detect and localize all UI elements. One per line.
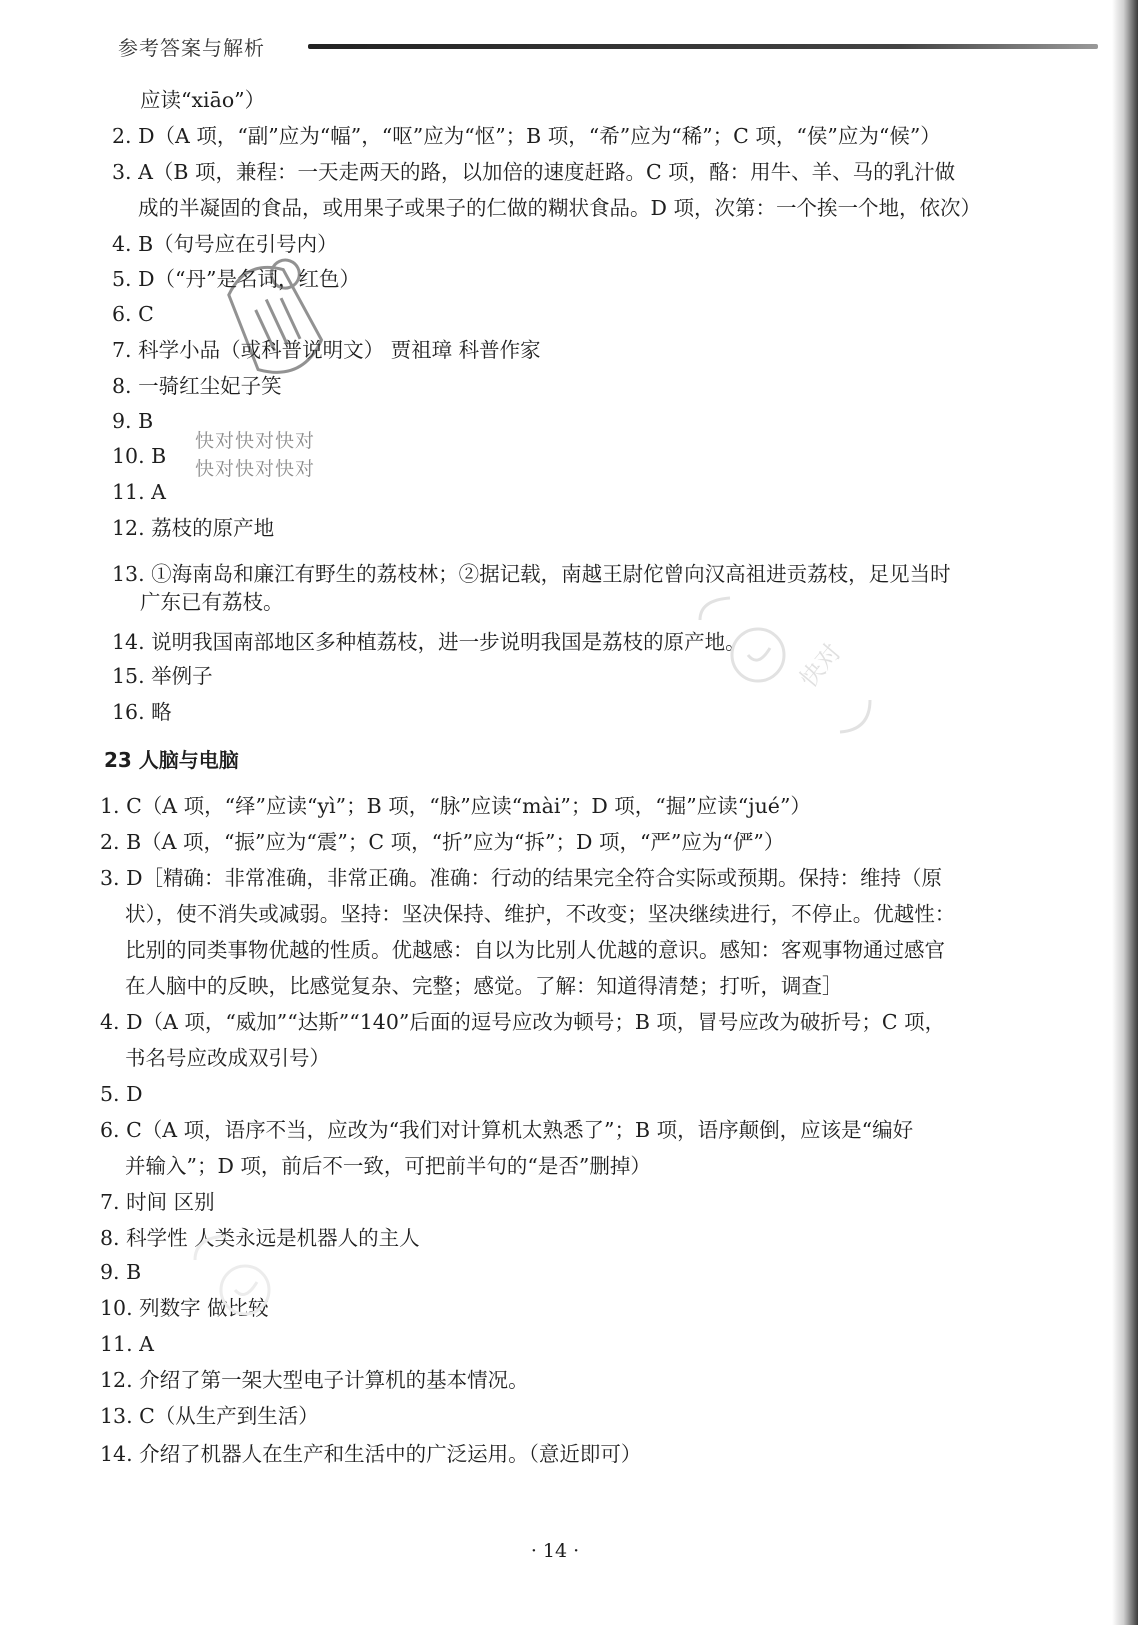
watermark-faint-icon: [185, 1230, 305, 1340]
answer-line: 6. C（A 项，语序不当，应改为“我们对计算机太熟悉了”；B 项，语序颠倒，应该是“编好: [100, 1118, 914, 1142]
answer-line: 13. C（从生产到生活）: [100, 1404, 319, 1428]
answer-line: 7. 科学小品（或科普说明文） 贾祖璋 科普作家: [112, 338, 541, 362]
answer-line: 9. B: [100, 1260, 142, 1284]
answer-line: 状），使不消失或减弱。坚持：坚决保持、维护，不改变；坚决继续进行，不停止。优越性：: [125, 902, 956, 926]
answer-line: 并输入”；D 项，前后不一致，可把前半句的“是否”删掉）: [125, 1154, 651, 1178]
section-heading: 23 人脑与电脑: [104, 748, 239, 772]
watermark-logo-text: 快对: [794, 638, 847, 693]
header-title: 参考答案与解析: [118, 36, 265, 60]
page-number: · 14 ·: [530, 1540, 580, 1562]
watermark-text: 快对快对快对: [195, 430, 316, 452]
answer-line: 13. ①海南岛和廉江有野生的荔枝林；②据记载，南越王尉佗曾向汉高祖进贡荔枝，足见当时: [112, 562, 951, 586]
answer-line: 比别的同类事物优越的性质。优越感：自以为比别人优越的意识。感知：客观事物通过感官: [125, 938, 945, 962]
answer-line: 8. 一骑红尘妃子笑: [112, 374, 282, 398]
answer-line: 14. 介绍了机器人在生产和生活中的广泛运用。（意近即可）: [100, 1442, 642, 1466]
answer-line: 3. A（B 项，兼程：一天走两天的路，以加倍的速度赶路。C 项，酪：用牛、羊、马的乳汁做: [112, 160, 956, 184]
answer-line: 4. D（A 项，“威加”“达斯”“140”后面的逗号应改为顿号；B 项，冒号应改为破折号；C 项，: [100, 1010, 946, 1034]
answer-line: 15. 举例子: [112, 664, 213, 688]
answer-line: 2. D（A 项，“副”应为“幅”，“呕”应为“怄”；B 项，“希”应为“稀”；C 项，“侯”应为“候”）: [112, 124, 941, 148]
answer-line: 4. B（句号应在引号内）: [112, 232, 338, 256]
answer-line: 12. 介绍了第一架大型电子计算机的基本情况。: [100, 1368, 529, 1392]
answer-line: 2. B（A 项，“振”应为“震”；C 项，“折”应为“拆”；D 项，“严”应为“俨”）: [100, 830, 785, 854]
answer-line: 在人脑中的反映，比感觉复杂、完整；感觉。了解：知道得清楚；打听，调查］: [125, 974, 843, 998]
answer-line: 9. B: [112, 409, 154, 433]
watermark-text: 快对快对快对: [195, 458, 316, 480]
answer-line: 11. A: [112, 480, 166, 504]
answer-line: 10. B: [112, 444, 167, 468]
answer-line: 5. D（“丹”是名词，红色）: [112, 267, 360, 291]
answer-line: 14. 说明我国南部地区多种植荔枝，进一步说明我国是荔枝的原产地。: [112, 630, 746, 654]
answer-line: 12. 荔枝的原产地: [112, 516, 275, 540]
answer-line: 11. A: [100, 1332, 154, 1356]
answer-line: 应读“xiāo”）: [140, 88, 266, 112]
answer-line: 1. C（A 项，“绎”应读“yì”；B 项，“脉”应读“mài”；D 项，“掘”应读“jué”）: [100, 794, 811, 818]
answer-line: 3. D［精确：非常准确，非常正确。准确：行动的结果完全符合实际或预期。保持：维持（原: [100, 866, 943, 890]
answer-line: 成的半凝固的食品，或用果子或果子的仁做的糊状食品。D 项，次第：一个挨一个地，依次）: [138, 196, 981, 220]
scan-edge-shadow: [1112, 0, 1138, 1625]
answer-line: 广东已有荔枝。: [140, 590, 284, 614]
answer-line: 6. C: [112, 302, 154, 326]
answer-line: 7. 时间 区别: [100, 1190, 215, 1214]
answer-line: 8. 科学性 人类永远是机器人的主人: [100, 1226, 420, 1250]
watermark-stamp-icon: [215, 248, 335, 398]
answer-line: 5. D: [100, 1082, 143, 1106]
answer-line: 10. 列数字 做比较: [100, 1296, 269, 1320]
answer-line: 书名号应改成双引号）: [125, 1046, 330, 1070]
answer-line: 16. 略: [112, 700, 172, 724]
watermark-logo-icon: [690, 590, 880, 740]
